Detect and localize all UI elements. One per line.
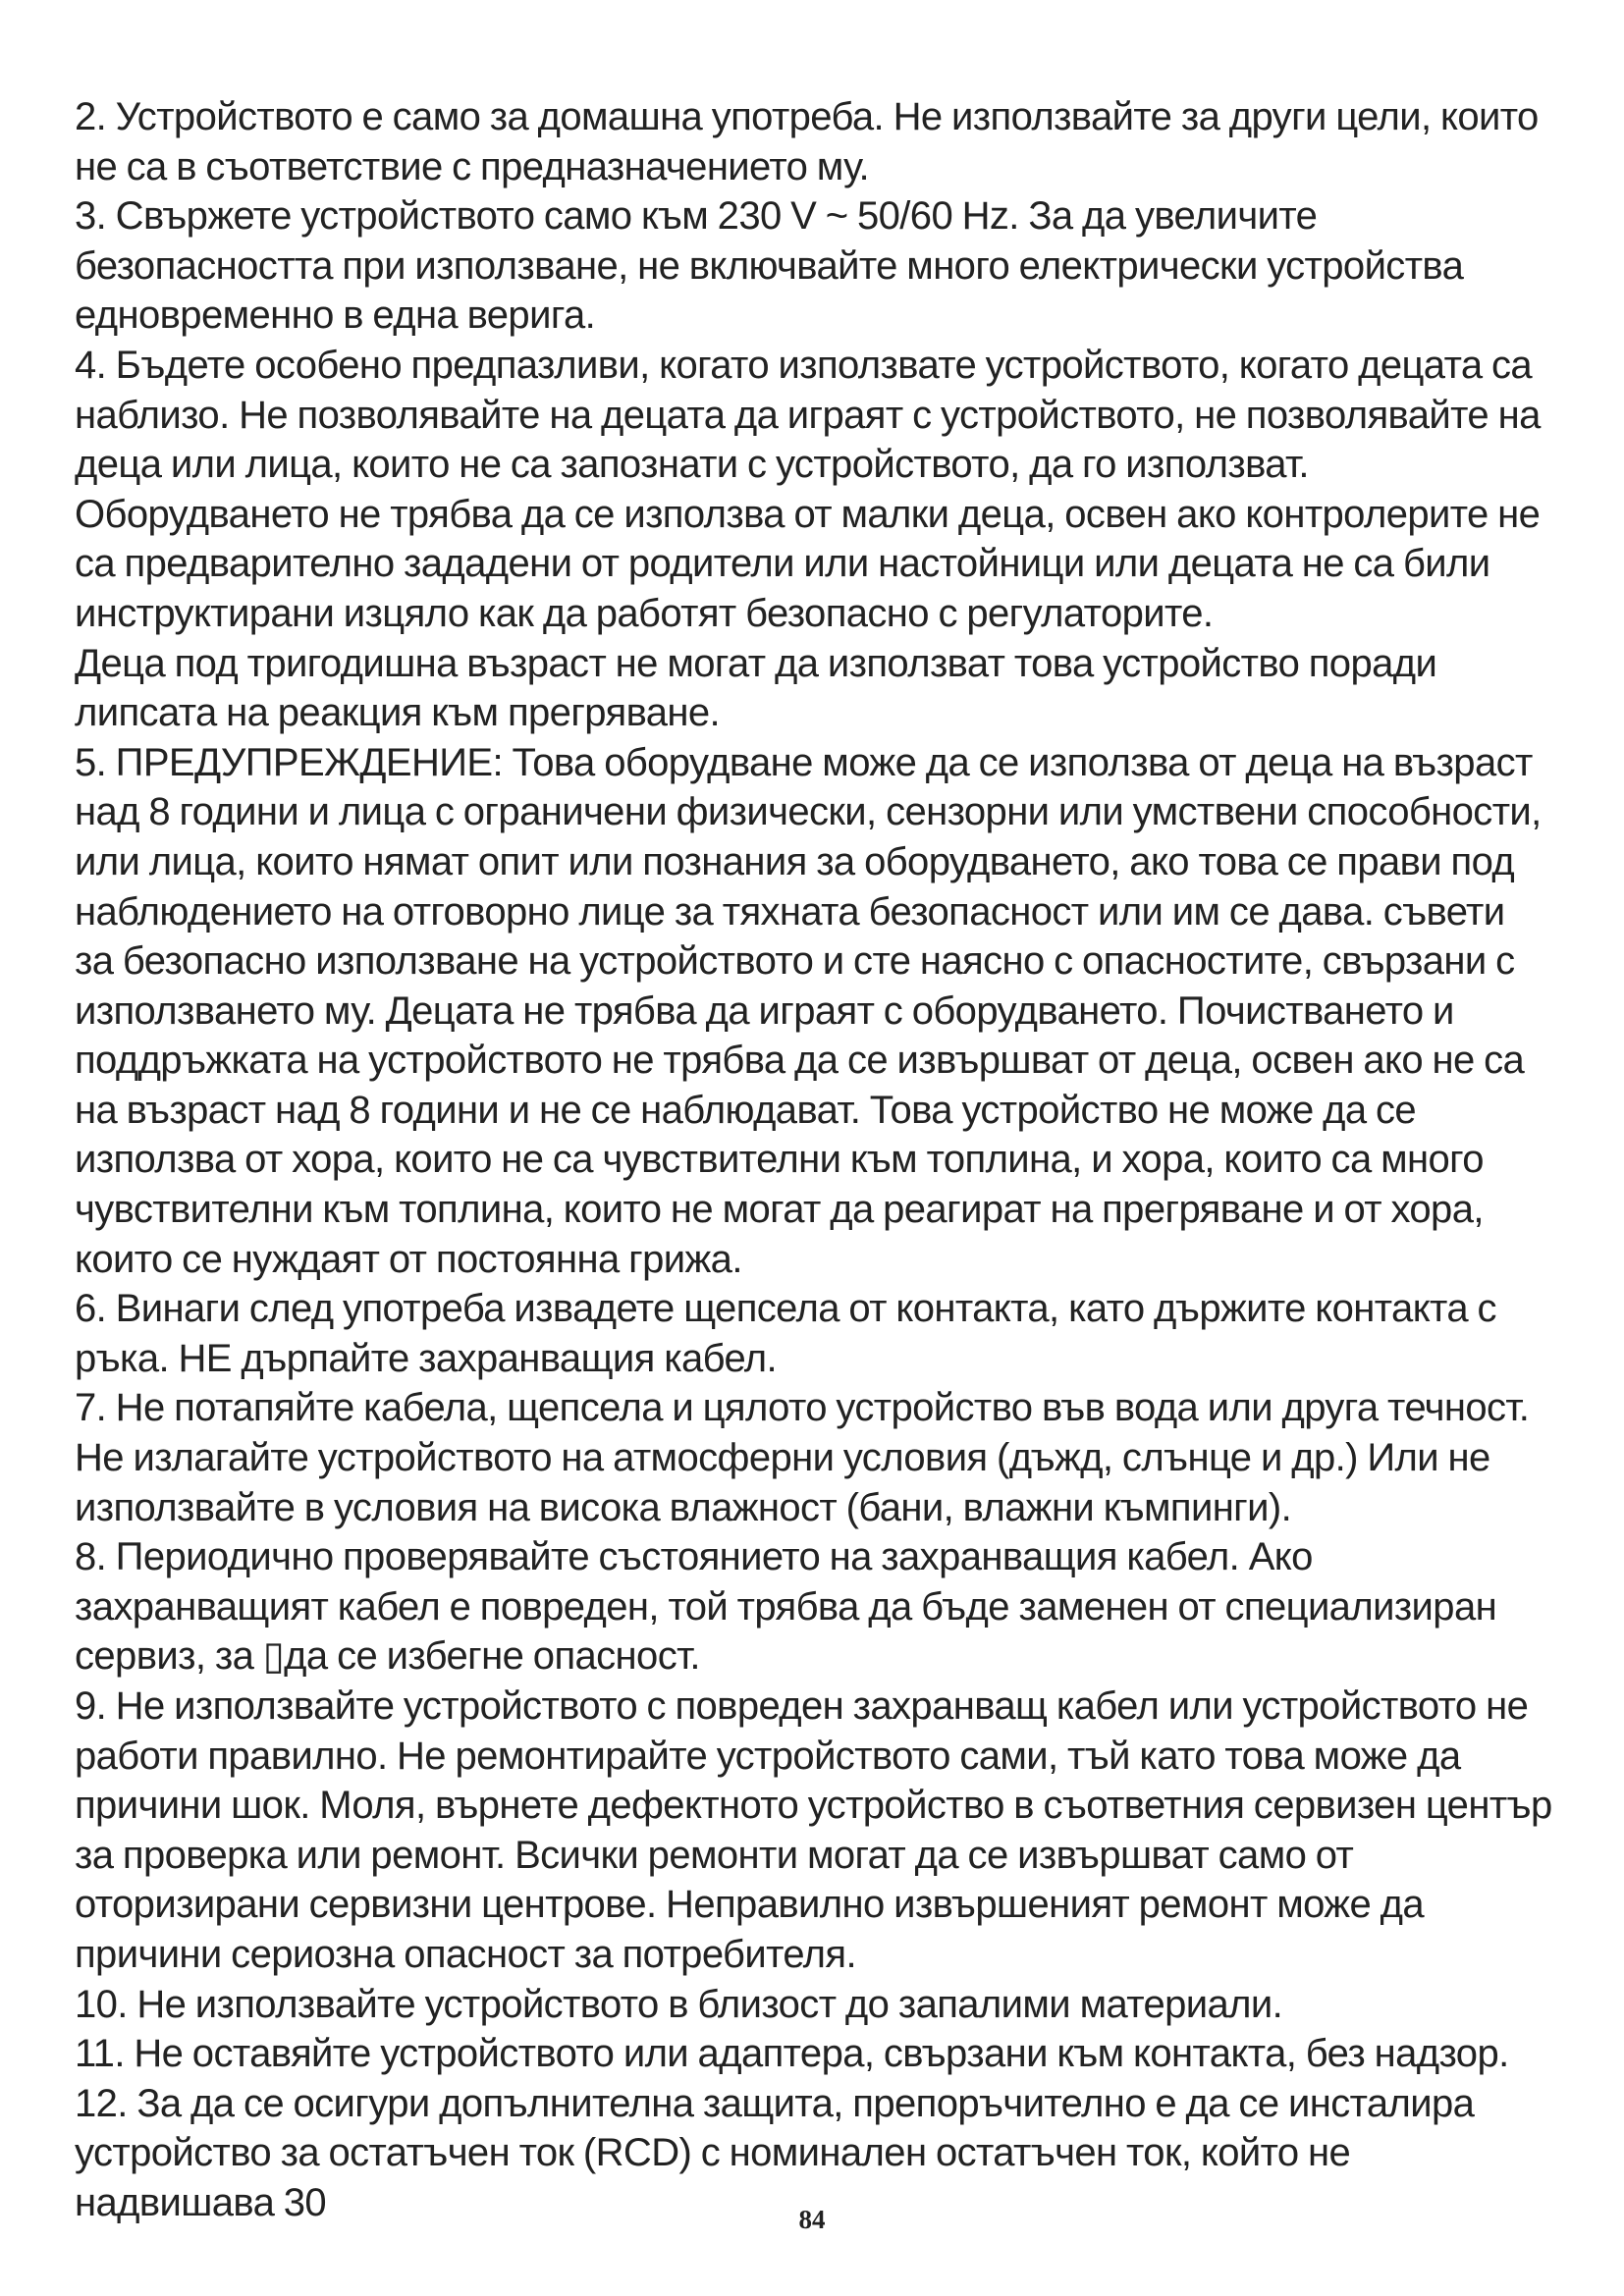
paragraph-item-10: 10. Не използвайте устройството в близост до запалими материали. (75, 1982, 1283, 2026)
paragraph-item-11: 11. Не оставяйте устройството или адаптера, свързани към контакта, без надзор. (75, 2032, 1509, 2076)
paragraph-item-6: 6. Винаги след употреба извадете щепсела от контакта, като държите контакта с ръка. НЕ дърпайте захранващия кабел. (75, 1287, 1496, 1380)
paragraph-item-4: 4. Бъдете особено предпазливи, когато използвате устройството, когато децата са наблизо. Не позволявайте на децата да играят с устройството, не позволявайте на деца или лица, които не са запознати с устройството, да го използват. Оборудването не трябва да се използва от малки деца, освен ако контролерите не са предварително зададени от родители или настойници или децата не са били инструктирани изцяло как да работят безопасно с регулаторите. (75, 343, 1541, 635)
paragraph-item-8: 8. Периодично проверявайте състоянието на захранващия кабел. Ако захранващият кабел е повреден, той трябва да бъде заменен от специализиран сервиз, за ▯да се избегне опасност. (75, 1535, 1497, 1679)
paragraph-item-12: 12. За да се осигури допълнителна защита, препоръчително е да се инсталира устройство за остатъчен ток (RCD) с номинален остатъчен ток, който не надвишава 30 (75, 2081, 1475, 2224)
paragraph-item-3: 3. Свържете устройството само към 230 V ~ 50/60 Hz. За да увеличите безопасността при използване, не включвайте много електрически устройства едновременно в една верига. (75, 194, 1464, 338)
page-number: 84 (798, 2205, 826, 2234)
paragraph-item-2: 2. Устройството е само за домашна употреба. Не използвайте за други цели, които не са в съответствие с предназначението му. (75, 95, 1539, 188)
paragraph-children-note: Деца под тригодишна възраст не могат да използват това устройство поради липсата на реакция към прегряване. (75, 641, 1437, 735)
document-body (75, 92, 1552, 2228)
paragraph-item-7: 7. Не потапяйте кабела, щепсела и цялото устройство във вода или друга течност. Не излагайте устройството на атмосферни условия (дъжд, слънце и др.) Или не използвайте в условия на висока влажност (бани, влажни къмпинги). (75, 1386, 1530, 1529)
paragraph-item-5-warning: 5. ПРЕДУПРЕЖДЕНИЕ: Това оборудване може да се използва от деца на възраст над 8 години и лица с ограничени физически, сензорни или умствени способности, или лица, които нямат опит или познания за оборудването, ако това се прави под наблюдението на отговорно лице за тяхната безопасност или им се дава. съвети за безопасно използване на устройството и сте наясно с опасностите, свързани с използването му. Децата не трябва да играят с оборудването. Почистването и поддръжката на устройството не трябва да се извършват от деца, освен ако не са на възраст над 8 години и не се наблюдават. Това устройство не може да се използва от хора, които не са чувствителни към топлина, и хора, които са много чувствителни към топлина, които не могат да реагират на прегряване и от хора, които се нуждаят от постоянна грижа. (75, 740, 1542, 1281)
paragraph-item-9: 9. Не използвайте устройството с повреден захранващ кабел или устройството не работи правилно. Не ремонтирайте устройството сами, тъй като това може да причини шок. Моля, върнете дефектното устройство в съответния сервизен център за проверка или ремонт. Всички ремонти могат да се извършват само от оторизирани сервизни центрове. Неправилно извършеният ремонт може да причини сериозна опасност за потребителя. (75, 1684, 1552, 1976)
